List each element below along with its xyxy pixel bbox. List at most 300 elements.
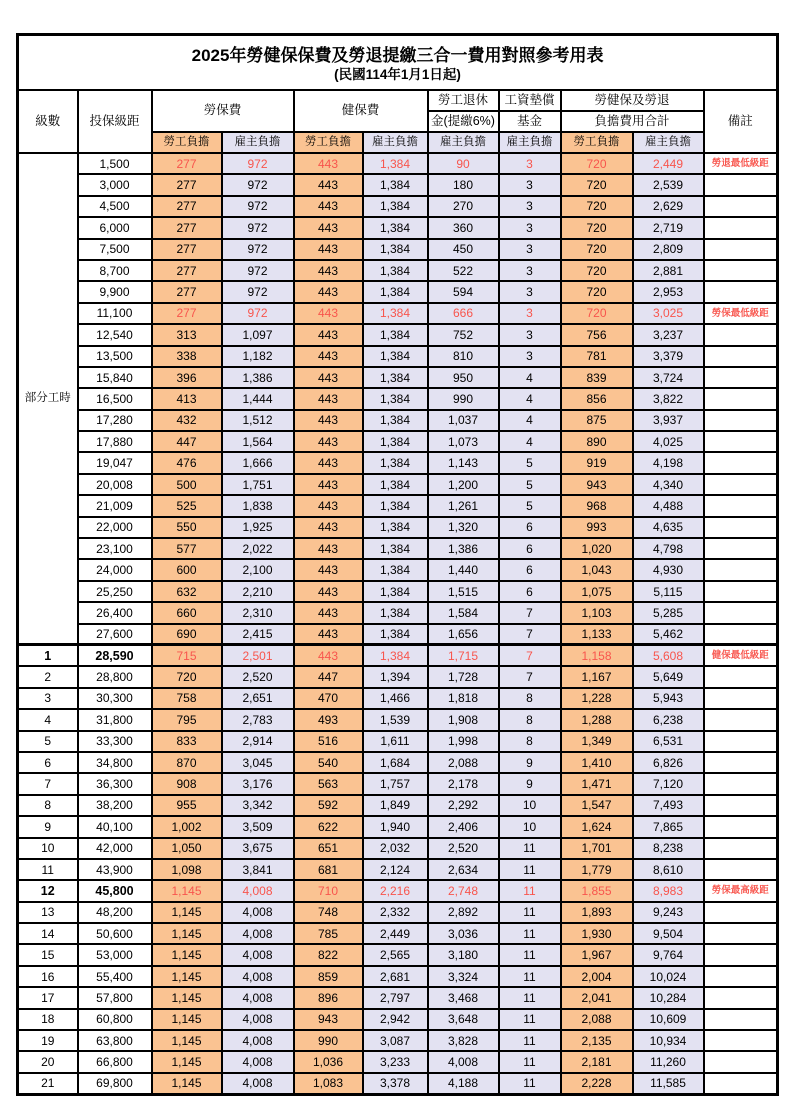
salary-cell: 26,400	[78, 602, 152, 623]
wage-fund-employer-cell: 8	[499, 731, 561, 752]
health-employee-cell: 990	[294, 1030, 363, 1051]
table-row	[18, 795, 778, 816]
labor-employee-cell: 955	[152, 795, 222, 816]
health-employer-cell: 1,384	[363, 217, 428, 238]
wage-fund-employer-cell: 3	[499, 324, 561, 345]
pension-employer-cell: 1,386	[428, 538, 499, 559]
table-row	[18, 388, 778, 409]
wage-fund-employer-cell: 7	[499, 602, 561, 623]
labor-employer-cell: 4,008	[222, 1030, 294, 1051]
health-employer-cell: 1,384	[363, 260, 428, 281]
health-employer-cell: 1,384	[363, 324, 428, 345]
salary-cell: 55,400	[78, 966, 152, 987]
health-employer-cell: 1,384	[363, 410, 428, 431]
labor-employer-cell: 1,386	[222, 367, 294, 388]
wage-fund-employer-cell: 6	[499, 538, 561, 559]
health-employee-cell: 443	[294, 174, 363, 195]
table-row	[18, 944, 778, 965]
wage-fund-employer-cell: 7	[499, 666, 561, 687]
total-employer-cell: 2,953	[633, 281, 704, 302]
health-employee-cell: 443	[294, 217, 363, 238]
level-cell: 8	[18, 795, 78, 816]
salary-cell: 23,100	[78, 538, 152, 559]
total-employer-cell: 5,943	[633, 688, 704, 709]
total-employee-cell: 720	[561, 303, 633, 324]
part-time-merged-cell: 部分工時	[18, 153, 78, 645]
health-employee-cell: 1,083	[294, 1073, 363, 1094]
level-cell: 4	[18, 709, 78, 730]
wage-fund-employer-cell: 3	[499, 153, 561, 174]
total-employer-cell: 4,025	[633, 431, 704, 452]
health-employer-cell: 1,384	[363, 452, 428, 473]
health-employer-cell: 1,384	[363, 303, 428, 324]
pension-employer-cell: 3,648	[428, 1009, 499, 1030]
table-row	[18, 923, 778, 944]
total-employee-cell: 756	[561, 324, 633, 345]
level-cell: 16	[18, 966, 78, 987]
health-employer-cell: 1,384	[363, 474, 428, 495]
table-row	[18, 346, 778, 367]
table-row	[18, 281, 778, 302]
total-employer-cell: 4,488	[633, 495, 704, 516]
table-row	[18, 495, 778, 516]
health-employer-cell: 1,384	[363, 624, 428, 645]
total-employer-cell: 7,120	[633, 773, 704, 794]
remark-cell: 健保最低級距	[704, 645, 778, 666]
pension-employer-cell: 1,584	[428, 602, 499, 623]
salary-cell: 1,500	[78, 153, 152, 174]
total-employer-cell: 5,608	[633, 645, 704, 666]
pension-employer-cell: 1,728	[428, 666, 499, 687]
remark-cell	[704, 731, 778, 752]
total-employee-cell: 993	[561, 517, 633, 538]
health-employee-cell: 563	[294, 773, 363, 794]
labor-employee-cell: 277	[152, 196, 222, 217]
header-wage-fund-line2: 基金	[499, 111, 561, 132]
table-row	[18, 1009, 778, 1030]
remark-cell	[704, 260, 778, 281]
wage-fund-employer-cell: 11	[499, 966, 561, 987]
labor-employee-cell: 500	[152, 474, 222, 495]
remark-cell	[704, 1073, 778, 1094]
total-employee-cell: 1,133	[561, 624, 633, 645]
health-employee-cell: 443	[294, 559, 363, 580]
header-row-1	[18, 90, 778, 111]
salary-cell: 9,900	[78, 281, 152, 302]
table-row	[18, 859, 778, 880]
labor-employer-cell: 3,342	[222, 795, 294, 816]
salary-cell: 50,600	[78, 923, 152, 944]
page-subtitle: (民國114年1月1日起)	[334, 67, 461, 83]
salary-cell: 8,700	[78, 260, 152, 281]
pension-employer-cell: 1,073	[428, 431, 499, 452]
labor-employee-cell: 1,145	[152, 987, 222, 1008]
wage-fund-employer-cell: 3	[499, 346, 561, 367]
wage-fund-employer-cell: 11	[499, 1073, 561, 1094]
remark-cell	[704, 431, 778, 452]
salary-cell: 19,047	[78, 452, 152, 473]
health-employee-cell: 443	[294, 538, 363, 559]
health-employer-cell: 1,384	[363, 239, 428, 260]
labor-employer-cell: 2,783	[222, 709, 294, 730]
salary-cell: 21,009	[78, 495, 152, 516]
pension-employer-cell: 4,188	[428, 1073, 499, 1094]
total-employer-cell: 2,449	[633, 153, 704, 174]
pension-employer-cell: 3,180	[428, 944, 499, 965]
health-employee-cell: 710	[294, 880, 363, 901]
pension-employer-cell: 270	[428, 196, 499, 217]
total-employee-cell: 1,779	[561, 859, 633, 880]
total-employer-cell: 7,493	[633, 795, 704, 816]
total-employee-cell: 1,547	[561, 795, 633, 816]
labor-employer-cell: 4,008	[222, 987, 294, 1008]
remark-cell	[704, 966, 778, 987]
wage-fund-employer-cell: 3	[499, 260, 561, 281]
labor-employer-cell: 2,210	[222, 581, 294, 602]
labor-employee-cell: 447	[152, 431, 222, 452]
table-row	[18, 260, 778, 281]
total-employer-cell: 9,504	[633, 923, 704, 944]
pension-employer-cell: 2,406	[428, 816, 499, 837]
labor-employer-cell: 2,914	[222, 731, 294, 752]
remark-cell: 勞保最高級距	[704, 880, 778, 901]
salary-cell: 31,800	[78, 709, 152, 730]
total-employee-cell: 720	[561, 196, 633, 217]
wage-fund-employer-cell: 6	[499, 517, 561, 538]
labor-employee-cell: 432	[152, 410, 222, 431]
health-employee-cell: 443	[294, 452, 363, 473]
level-cell: 19	[18, 1030, 78, 1051]
labor-employee-cell: 313	[152, 324, 222, 345]
total-employee-cell: 1,701	[561, 838, 633, 859]
total-employer-cell: 8,983	[633, 880, 704, 901]
pension-employer-cell: 1,515	[428, 581, 499, 602]
total-employer-cell: 3,822	[633, 388, 704, 409]
health-employer-cell: 1,384	[363, 367, 428, 388]
remark-cell: 勞退最低級距	[704, 153, 778, 174]
wage-fund-employer-cell: 11	[499, 1009, 561, 1030]
level-cell: 6	[18, 752, 78, 773]
total-employee-cell: 2,228	[561, 1073, 633, 1094]
salary-cell: 69,800	[78, 1073, 152, 1094]
table-row	[18, 431, 778, 452]
remark-cell	[704, 410, 778, 431]
total-employee-cell: 720	[561, 174, 633, 195]
remark-cell	[704, 474, 778, 495]
health-employee-cell: 443	[294, 388, 363, 409]
health-employee-cell: 443	[294, 474, 363, 495]
health-employer-cell: 1,611	[363, 731, 428, 752]
health-employer-cell: 1,384	[363, 196, 428, 217]
total-employee-cell: 839	[561, 367, 633, 388]
labor-employer-cell: 2,651	[222, 688, 294, 709]
pension-employer-cell: 1,908	[428, 709, 499, 730]
health-employee-cell: 443	[294, 645, 363, 666]
table-row	[18, 773, 778, 794]
labor-employee-cell: 1,098	[152, 859, 222, 880]
health-employee-cell: 443	[294, 431, 363, 452]
table-row	[18, 517, 778, 538]
pension-employer-cell: 2,748	[428, 880, 499, 901]
labor-employee-cell: 1,145	[152, 1030, 222, 1051]
health-employer-cell: 1,940	[363, 816, 428, 837]
table-row	[18, 816, 778, 837]
salary-cell: 33,300	[78, 731, 152, 752]
level-cell: 1	[18, 645, 78, 666]
total-employer-cell: 8,238	[633, 838, 704, 859]
total-employer-cell: 2,809	[633, 239, 704, 260]
total-employer-cell: 3,237	[633, 324, 704, 345]
total-employee-cell: 720	[561, 153, 633, 174]
total-employer-cell: 4,930	[633, 559, 704, 580]
total-employer-cell: 5,285	[633, 602, 704, 623]
table-row	[18, 645, 778, 666]
labor-employer-cell: 1,097	[222, 324, 294, 345]
subheader-wage-fund-employer: 雇主負擔	[499, 132, 561, 153]
labor-employee-cell: 908	[152, 773, 222, 794]
table-row	[18, 1051, 778, 1072]
salary-cell: 27,600	[78, 624, 152, 645]
salary-cell: 12,540	[78, 324, 152, 345]
remark-cell	[704, 559, 778, 580]
table-row	[18, 1073, 778, 1094]
salary-cell: 30,300	[78, 688, 152, 709]
salary-cell: 6,000	[78, 217, 152, 238]
health-employee-cell: 681	[294, 859, 363, 880]
labor-employee-cell: 277	[152, 281, 222, 302]
remark-cell	[704, 752, 778, 773]
health-employer-cell: 2,032	[363, 838, 428, 859]
level-cell: 13	[18, 902, 78, 923]
table-row	[18, 452, 778, 473]
total-employer-cell: 5,115	[633, 581, 704, 602]
table-row	[18, 581, 778, 602]
health-employee-cell: 443	[294, 281, 363, 302]
pension-employer-cell: 3,468	[428, 987, 499, 1008]
health-employee-cell: 443	[294, 367, 363, 388]
health-employer-cell: 3,378	[363, 1073, 428, 1094]
health-employer-cell: 1,384	[363, 538, 428, 559]
health-employer-cell: 1,384	[363, 281, 428, 302]
labor-employer-cell: 2,100	[222, 559, 294, 580]
header-pension-line2: 金(提繳6%)	[428, 111, 499, 132]
health-employee-cell: 540	[294, 752, 363, 773]
total-employee-cell: 2,088	[561, 1009, 633, 1030]
wage-fund-employer-cell: 4	[499, 388, 561, 409]
labor-employer-cell: 4,008	[222, 944, 294, 965]
labor-employee-cell: 795	[152, 709, 222, 730]
total-employee-cell: 890	[561, 431, 633, 452]
total-employee-cell: 1,471	[561, 773, 633, 794]
labor-employer-cell: 3,509	[222, 816, 294, 837]
salary-cell: 22,000	[78, 517, 152, 538]
labor-employee-cell: 632	[152, 581, 222, 602]
wage-fund-employer-cell: 11	[499, 880, 561, 901]
labor-employer-cell: 3,675	[222, 838, 294, 859]
remark-cell	[704, 174, 778, 195]
table-row	[18, 602, 778, 623]
total-employee-cell: 720	[561, 217, 633, 238]
health-employee-cell: 443	[294, 324, 363, 345]
labor-employer-cell: 2,310	[222, 602, 294, 623]
remark-cell	[704, 902, 778, 923]
premium-table	[16, 33, 779, 1096]
wage-fund-employer-cell: 11	[499, 1051, 561, 1072]
level-cell: 2	[18, 666, 78, 687]
labor-employer-cell: 2,501	[222, 645, 294, 666]
wage-fund-employer-cell: 5	[499, 474, 561, 495]
total-employer-cell: 5,462	[633, 624, 704, 645]
pension-employer-cell: 180	[428, 174, 499, 195]
total-employee-cell: 781	[561, 346, 633, 367]
labor-employer-cell: 972	[222, 281, 294, 302]
total-employee-cell: 720	[561, 281, 633, 302]
total-employer-cell: 2,629	[633, 196, 704, 217]
salary-cell: 66,800	[78, 1051, 152, 1072]
table-row	[18, 966, 778, 987]
salary-cell: 28,800	[78, 666, 152, 687]
total-employee-cell: 2,181	[561, 1051, 633, 1072]
labor-employer-cell: 3,045	[222, 752, 294, 773]
health-employer-cell: 1,384	[363, 431, 428, 452]
pension-employer-cell: 2,178	[428, 773, 499, 794]
labor-employee-cell: 1,145	[152, 1073, 222, 1094]
total-employee-cell: 1,288	[561, 709, 633, 730]
total-employee-cell: 2,004	[561, 966, 633, 987]
title-row	[18, 35, 778, 91]
salary-cell: 40,100	[78, 816, 152, 837]
header-health-insurance: 健保費	[294, 90, 428, 132]
pension-employer-cell: 752	[428, 324, 499, 345]
health-employer-cell: 1,384	[363, 153, 428, 174]
total-employer-cell: 3,379	[633, 346, 704, 367]
level-cell: 12	[18, 880, 78, 901]
remark-cell	[704, 217, 778, 238]
health-employee-cell: 859	[294, 966, 363, 987]
labor-employee-cell: 1,145	[152, 1009, 222, 1030]
table-row	[18, 367, 778, 388]
health-employer-cell: 1,384	[363, 645, 428, 666]
remark-cell	[704, 346, 778, 367]
wage-fund-employer-cell: 10	[499, 816, 561, 837]
remark-cell	[704, 1051, 778, 1072]
labor-employee-cell: 1,145	[152, 944, 222, 965]
header-level: 級數	[18, 90, 78, 153]
salary-cell: 24,000	[78, 559, 152, 580]
pension-employer-cell: 1,200	[428, 474, 499, 495]
total-employer-cell: 6,238	[633, 709, 704, 730]
health-employee-cell: 443	[294, 346, 363, 367]
labor-employer-cell: 972	[222, 196, 294, 217]
total-employee-cell: 1,855	[561, 880, 633, 901]
remark-cell	[704, 196, 778, 217]
table-row	[18, 217, 778, 238]
health-employee-cell: 516	[294, 731, 363, 752]
level-cell: 20	[18, 1051, 78, 1072]
total-employer-cell: 4,340	[633, 474, 704, 495]
health-employer-cell: 3,233	[363, 1051, 428, 1072]
total-employee-cell: 1,930	[561, 923, 633, 944]
salary-cell: 45,800	[78, 880, 152, 901]
labor-employee-cell: 1,145	[152, 1051, 222, 1072]
pension-employer-cell: 3,828	[428, 1030, 499, 1051]
health-employee-cell: 443	[294, 602, 363, 623]
remark-cell	[704, 944, 778, 965]
total-employer-cell: 6,531	[633, 731, 704, 752]
health-employer-cell: 1,384	[363, 581, 428, 602]
health-employer-cell: 2,681	[363, 966, 428, 987]
pension-employer-cell: 1,998	[428, 731, 499, 752]
labor-employee-cell: 1,145	[152, 902, 222, 923]
wage-fund-employer-cell: 10	[499, 795, 561, 816]
remark-cell	[704, 773, 778, 794]
wage-fund-employer-cell: 11	[499, 987, 561, 1008]
salary-cell: 57,800	[78, 987, 152, 1008]
health-employer-cell: 1,757	[363, 773, 428, 794]
health-employer-cell: 1,684	[363, 752, 428, 773]
level-cell: 10	[18, 838, 78, 859]
pension-employer-cell: 2,892	[428, 902, 499, 923]
fee-reference-sheet	[16, 33, 779, 1096]
pension-employer-cell: 1,320	[428, 517, 499, 538]
subheader-health-employee: 勞工負擔	[294, 132, 363, 153]
pension-employer-cell: 90	[428, 153, 499, 174]
table-row	[18, 324, 778, 345]
table-row	[18, 303, 778, 324]
pension-employer-cell: 1,037	[428, 410, 499, 431]
labor-employee-cell: 660	[152, 602, 222, 623]
labor-employee-cell: 550	[152, 517, 222, 538]
pension-employer-cell: 3,036	[428, 923, 499, 944]
labor-employee-cell: 833	[152, 731, 222, 752]
remark-cell	[704, 838, 778, 859]
total-employer-cell: 3,724	[633, 367, 704, 388]
level-cell: 21	[18, 1073, 78, 1094]
total-employee-cell: 720	[561, 260, 633, 281]
subheader-health-employer: 雇主負擔	[363, 132, 428, 153]
salary-cell: 17,880	[78, 431, 152, 452]
salary-cell: 16,500	[78, 388, 152, 409]
labor-employer-cell: 1,512	[222, 410, 294, 431]
health-employee-cell: 943	[294, 1009, 363, 1030]
total-employer-cell: 8,610	[633, 859, 704, 880]
labor-employee-cell: 277	[152, 239, 222, 260]
remark-cell	[704, 859, 778, 880]
health-employer-cell: 2,124	[363, 859, 428, 880]
labor-employer-cell: 972	[222, 174, 294, 195]
labor-employee-cell: 758	[152, 688, 222, 709]
labor-employee-cell: 277	[152, 153, 222, 174]
remark-cell	[704, 666, 778, 687]
subheader-total-employee: 勞工負擔	[561, 132, 633, 153]
labor-employee-cell: 1,002	[152, 816, 222, 837]
table-row	[18, 838, 778, 859]
health-employee-cell: 493	[294, 709, 363, 730]
pension-employer-cell: 3,324	[428, 966, 499, 987]
remark-cell	[704, 239, 778, 260]
total-employee-cell: 1,103	[561, 602, 633, 623]
labor-employer-cell: 972	[222, 260, 294, 281]
total-employee-cell: 1,349	[561, 731, 633, 752]
table-row	[18, 196, 778, 217]
salary-cell: 15,840	[78, 367, 152, 388]
health-employee-cell: 443	[294, 581, 363, 602]
level-cell: 18	[18, 1009, 78, 1030]
wage-fund-employer-cell: 11	[499, 902, 561, 923]
health-employer-cell: 1,849	[363, 795, 428, 816]
health-employee-cell: 443	[294, 410, 363, 431]
labor-employer-cell: 4,008	[222, 902, 294, 923]
